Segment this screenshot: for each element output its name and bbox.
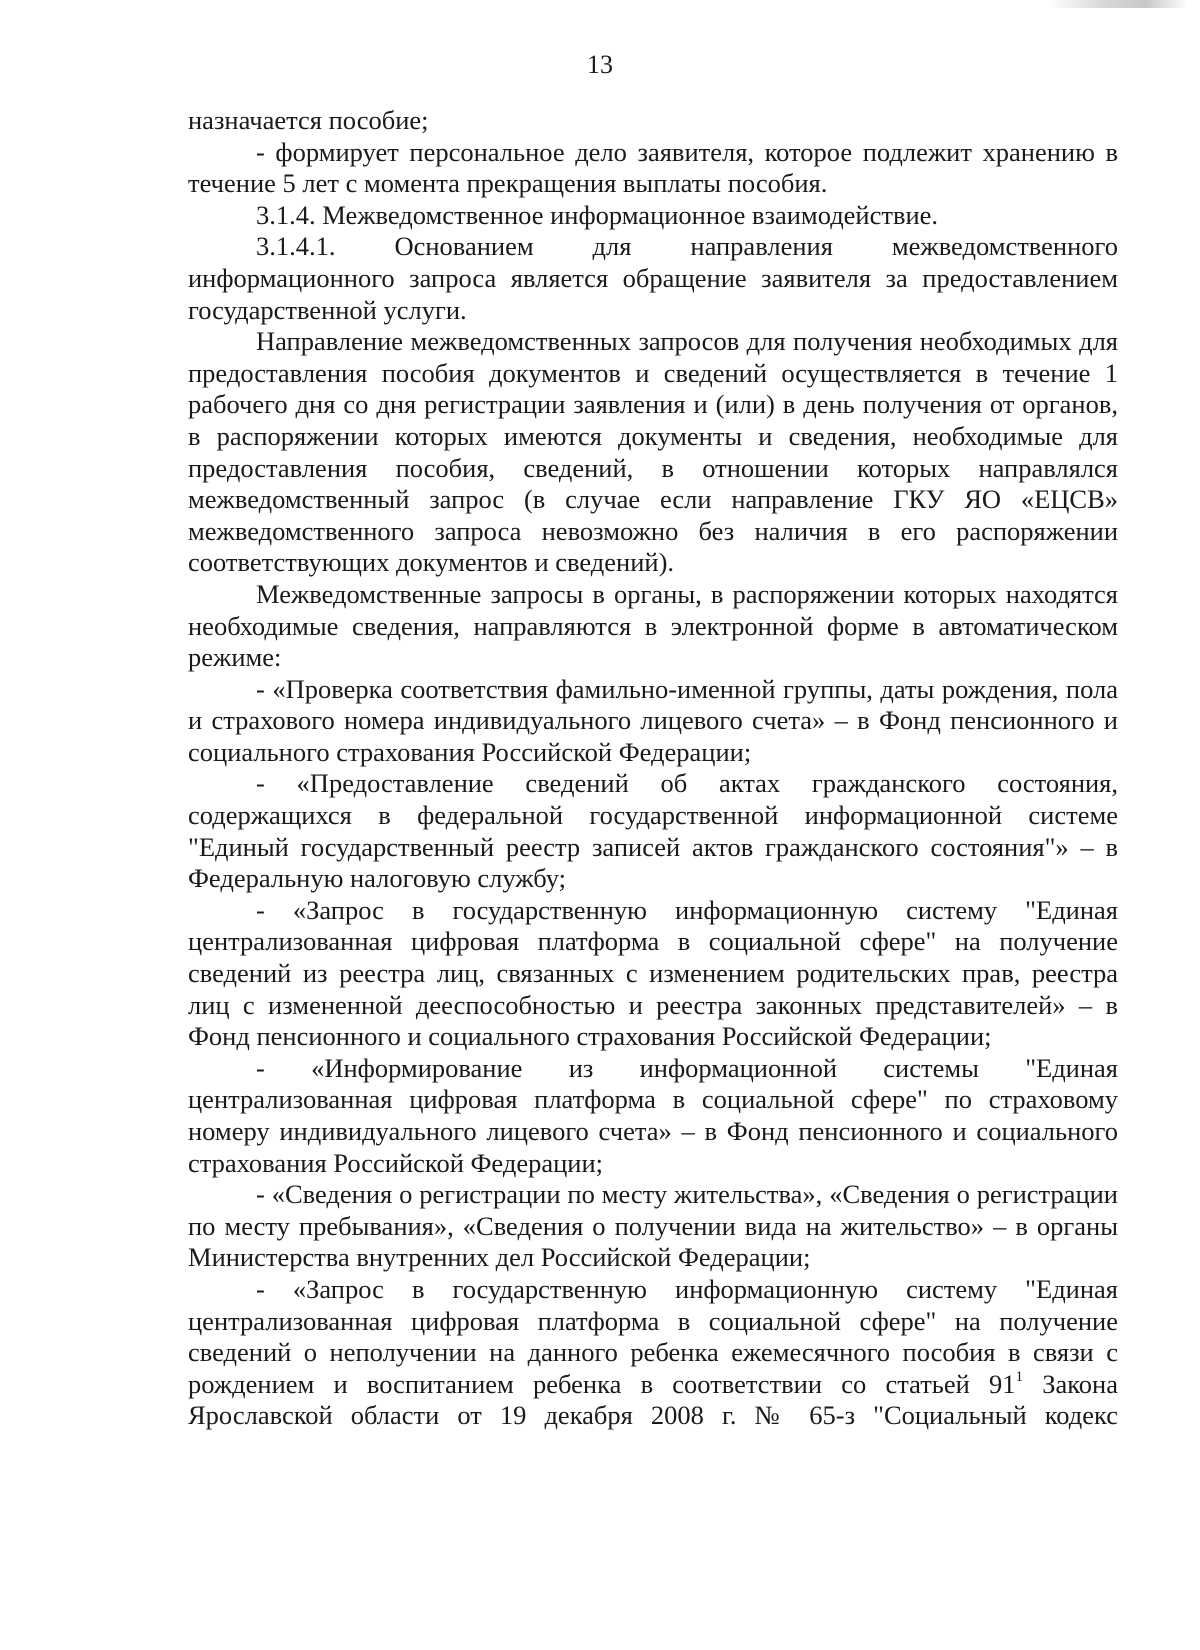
paragraph: - «Сведения о регистрации по месту жительства», «Сведения о регистрации по месту пребывания», «Сведения о получении вида на жительство» – в органы Министерства внутренних дел Российской Федерации; [188,1179,1118,1273]
paragraph: Направление межведомственных запросов для получения необходимых для предоставления пособия документов и сведений осуществляется в течение 1 рабочего дня со дня регистрации заявления и (или) в день получения от органов, в распоряжении которых имеются документы и сведения, необходимые для предоставления пособия, сведений, в отношении которых направлялся межведомственный запрос (в случае если направление ГКУ ЯО «ЕЦСВ» межведомственного запроса невозможно без наличия в его распоряжении соответствующих документов и сведений). [188,326,1118,578]
page-number: 13 [587,50,613,79]
paragraph: назначается пособие; [188,105,429,135]
paragraph: - «Предоставление сведений об актах гражданского состояния, содержащихся в федеральной государственной информационной системе "Единый государственный реестр записей актов гражданского состояния"» – в Федеральную налоговую службу; [188,768,1118,894]
paragraph: Межведомственные запросы в органы, в распоряжении которых находятся необходимые сведения, направляются в электронной форме в автоматическом режиме: [188,578,1118,673]
superscript: 1 [1015,1368,1024,1385]
paragraph: 3.1.4.1. Основанием для направления межведомственного информационного запроса является обращение заявителя за предоставлением государственной услуги. [188,231,1118,325]
paragraph: - «Информирование из информационной системы "Единая централизованная цифровая платформа в социальной сфере" по страховому номеру индивидуального лицевого счета» – в Фонд пенсионного и социального страхования Российской Федерации; [188,1052,1118,1178]
paragraph: - формирует персональное дело заявителя, которое подлежит хранению в течение 5 лет с момента прекращения выплаты пособия. [188,136,1118,199]
document-body [188,105,1118,1432]
scan-artifact [1048,0,1188,8]
paragraph-continued [188,1274,1118,1432]
paragraph: 3.1.4. Межведомственное информационное взаимодействие. [256,199,939,230]
paragraph-text: - «Запрос в государственную информационную систему "Единая централизованная цифровая платформа в социальной сфере" на получение сведений о неполучении на данного ребенка ежемесячного пособия в связи с рождением и воспитанием ребенка в соответствии со статьей 91 [188,1273,1118,1399]
paragraph: - «Запрос в государственную информационную систему "Единая централизованная цифровая платформа в социальной сфере" на получение сведений из реестра лиц, связанных с изменением родительских прав, реестра лиц с измененной дееспособностью и реестра законных представителей» – в Фонд пенсионного и социального страхования Российской Федерации; [188,894,1118,1052]
paragraph: - «Проверка соответствия фамильно-именной группы, даты рождения, пола и страхового номера индивидуального лицевого счета» – в Фонд пенсионного и социального страхования Российской Федерации; [188,673,1118,767]
paragraph-text: Закона Ярославской области от 19 декабря 2008 г. № 65-з "Социальный кодекс [188,1368,1118,1431]
